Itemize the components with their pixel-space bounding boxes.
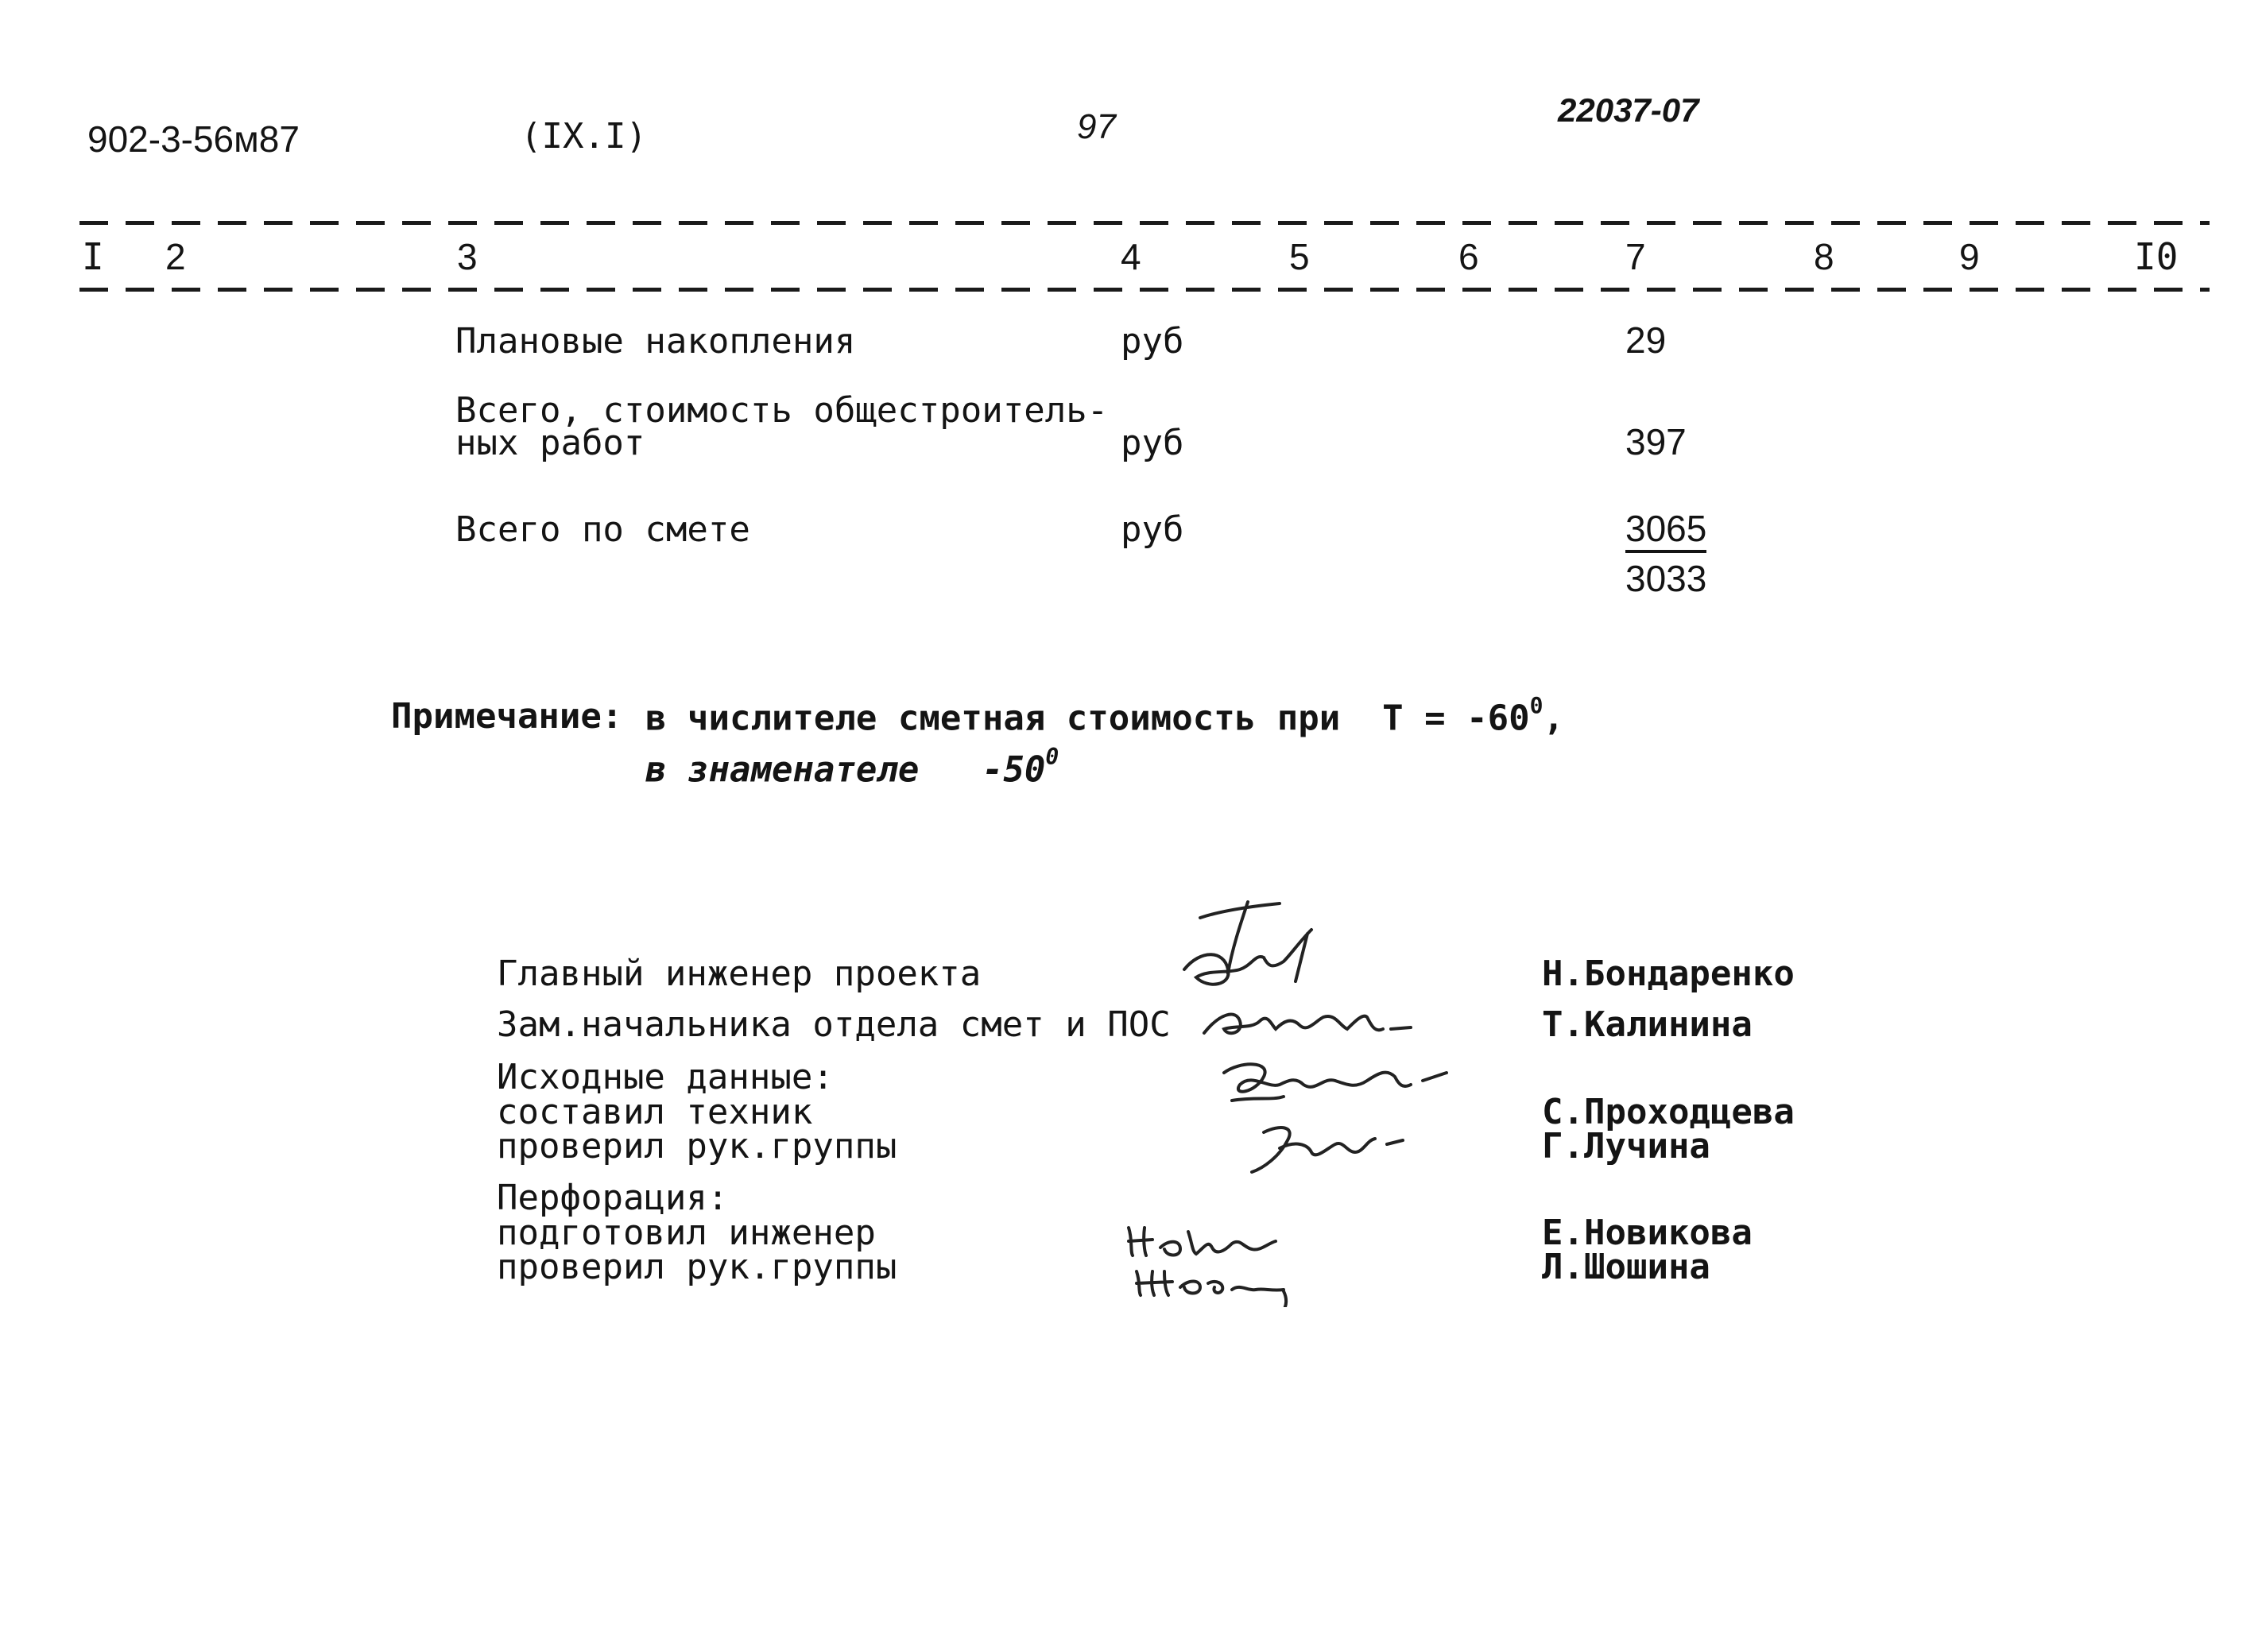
column-number-6: 6 (1458, 236, 1479, 277)
row-value: 29 (1625, 319, 1667, 361)
row-unit: руб (1121, 423, 1184, 463)
signature-role: Исходные данные: (497, 1057, 834, 1097)
signatory-name: Е.Новикова (1542, 1213, 1753, 1253)
row-name-continuation: ных работ (455, 423, 645, 463)
row-name: Плановые накопления (455, 321, 856, 362)
note-line-2-degree: 0 (1045, 744, 1059, 770)
signature-role: Главный инженер проекта (497, 954, 982, 994)
signature-scrawl-6 (1129, 1259, 1311, 1307)
note-line-1-degree: 0 (1529, 692, 1544, 718)
signatory-name: Т.Калинина (1542, 1004, 1753, 1045)
signature-scrawl-2 (1196, 997, 1419, 1045)
document-code: 902-3-56м87 (87, 118, 300, 160)
archive-number: 22037-07 (1558, 91, 1699, 129)
column-number-3: 3 (457, 236, 478, 277)
note-line-1-text: в числителе сметная стоимость при Т = -60 (645, 698, 1530, 739)
column-number-2: 2 (165, 236, 186, 277)
section-code: (IX.I) (521, 116, 647, 157)
signature-role: подготовил инженер (497, 1213, 876, 1253)
note-label: Примечание: (391, 696, 623, 737)
signature-role: проверил рук.группы (497, 1126, 897, 1166)
page-number: 97 (1077, 107, 1116, 146)
row-value: 397 (1625, 421, 1687, 462)
signature-role: составил техник (497, 1092, 813, 1132)
signatory-name: Н.Бондаренко (1542, 954, 1795, 994)
column-number-7: 7 (1625, 236, 1646, 277)
column-number-8: 8 (1814, 236, 1834, 277)
signatory-name: Г.Лучина (1542, 1126, 1710, 1166)
signatory-name: Л.Шошина (1542, 1247, 1710, 1287)
column-number-9: 9 (1959, 236, 1980, 277)
row-value-denominator: 3033 (1625, 558, 1707, 599)
signatory-name: С.Проходцева (1542, 1092, 1795, 1132)
row-unit: руб (1121, 321, 1184, 362)
row-value-numerator: 3065 (1625, 510, 1706, 553)
column-number-1: I (82, 235, 104, 278)
signature-scrawl-3 (1208, 1053, 1462, 1116)
note-line-2 (645, 744, 1059, 791)
column-header-top-rule (79, 221, 2210, 225)
signature-role: Зам.начальника отдела смет и ПОС (497, 1004, 1171, 1045)
row-name: Всего по смете (455, 509, 750, 550)
column-number-5: 5 (1289, 236, 1310, 277)
row-unit: руб (1121, 509, 1184, 550)
row-name: Всего, стоимость общестроитель- (455, 390, 1109, 431)
note-line-1 (645, 692, 1564, 739)
note-line-2-text: в знаменателе -50 (645, 749, 1046, 791)
note-line-1-tail: , (1543, 698, 1564, 739)
column-header-bottom-rule (79, 288, 2210, 292)
signature-scrawl-4 (1240, 1116, 1415, 1180)
signature-role: Перфорация: (497, 1178, 729, 1218)
signature-scrawl-5 (1121, 1216, 1296, 1263)
signature-scrawl-1 (1152, 894, 1359, 997)
signature-role: проверил рук.группы (497, 1247, 897, 1287)
column-number-10: I0 (2134, 235, 2179, 278)
column-number-4: 4 (1121, 236, 1141, 277)
